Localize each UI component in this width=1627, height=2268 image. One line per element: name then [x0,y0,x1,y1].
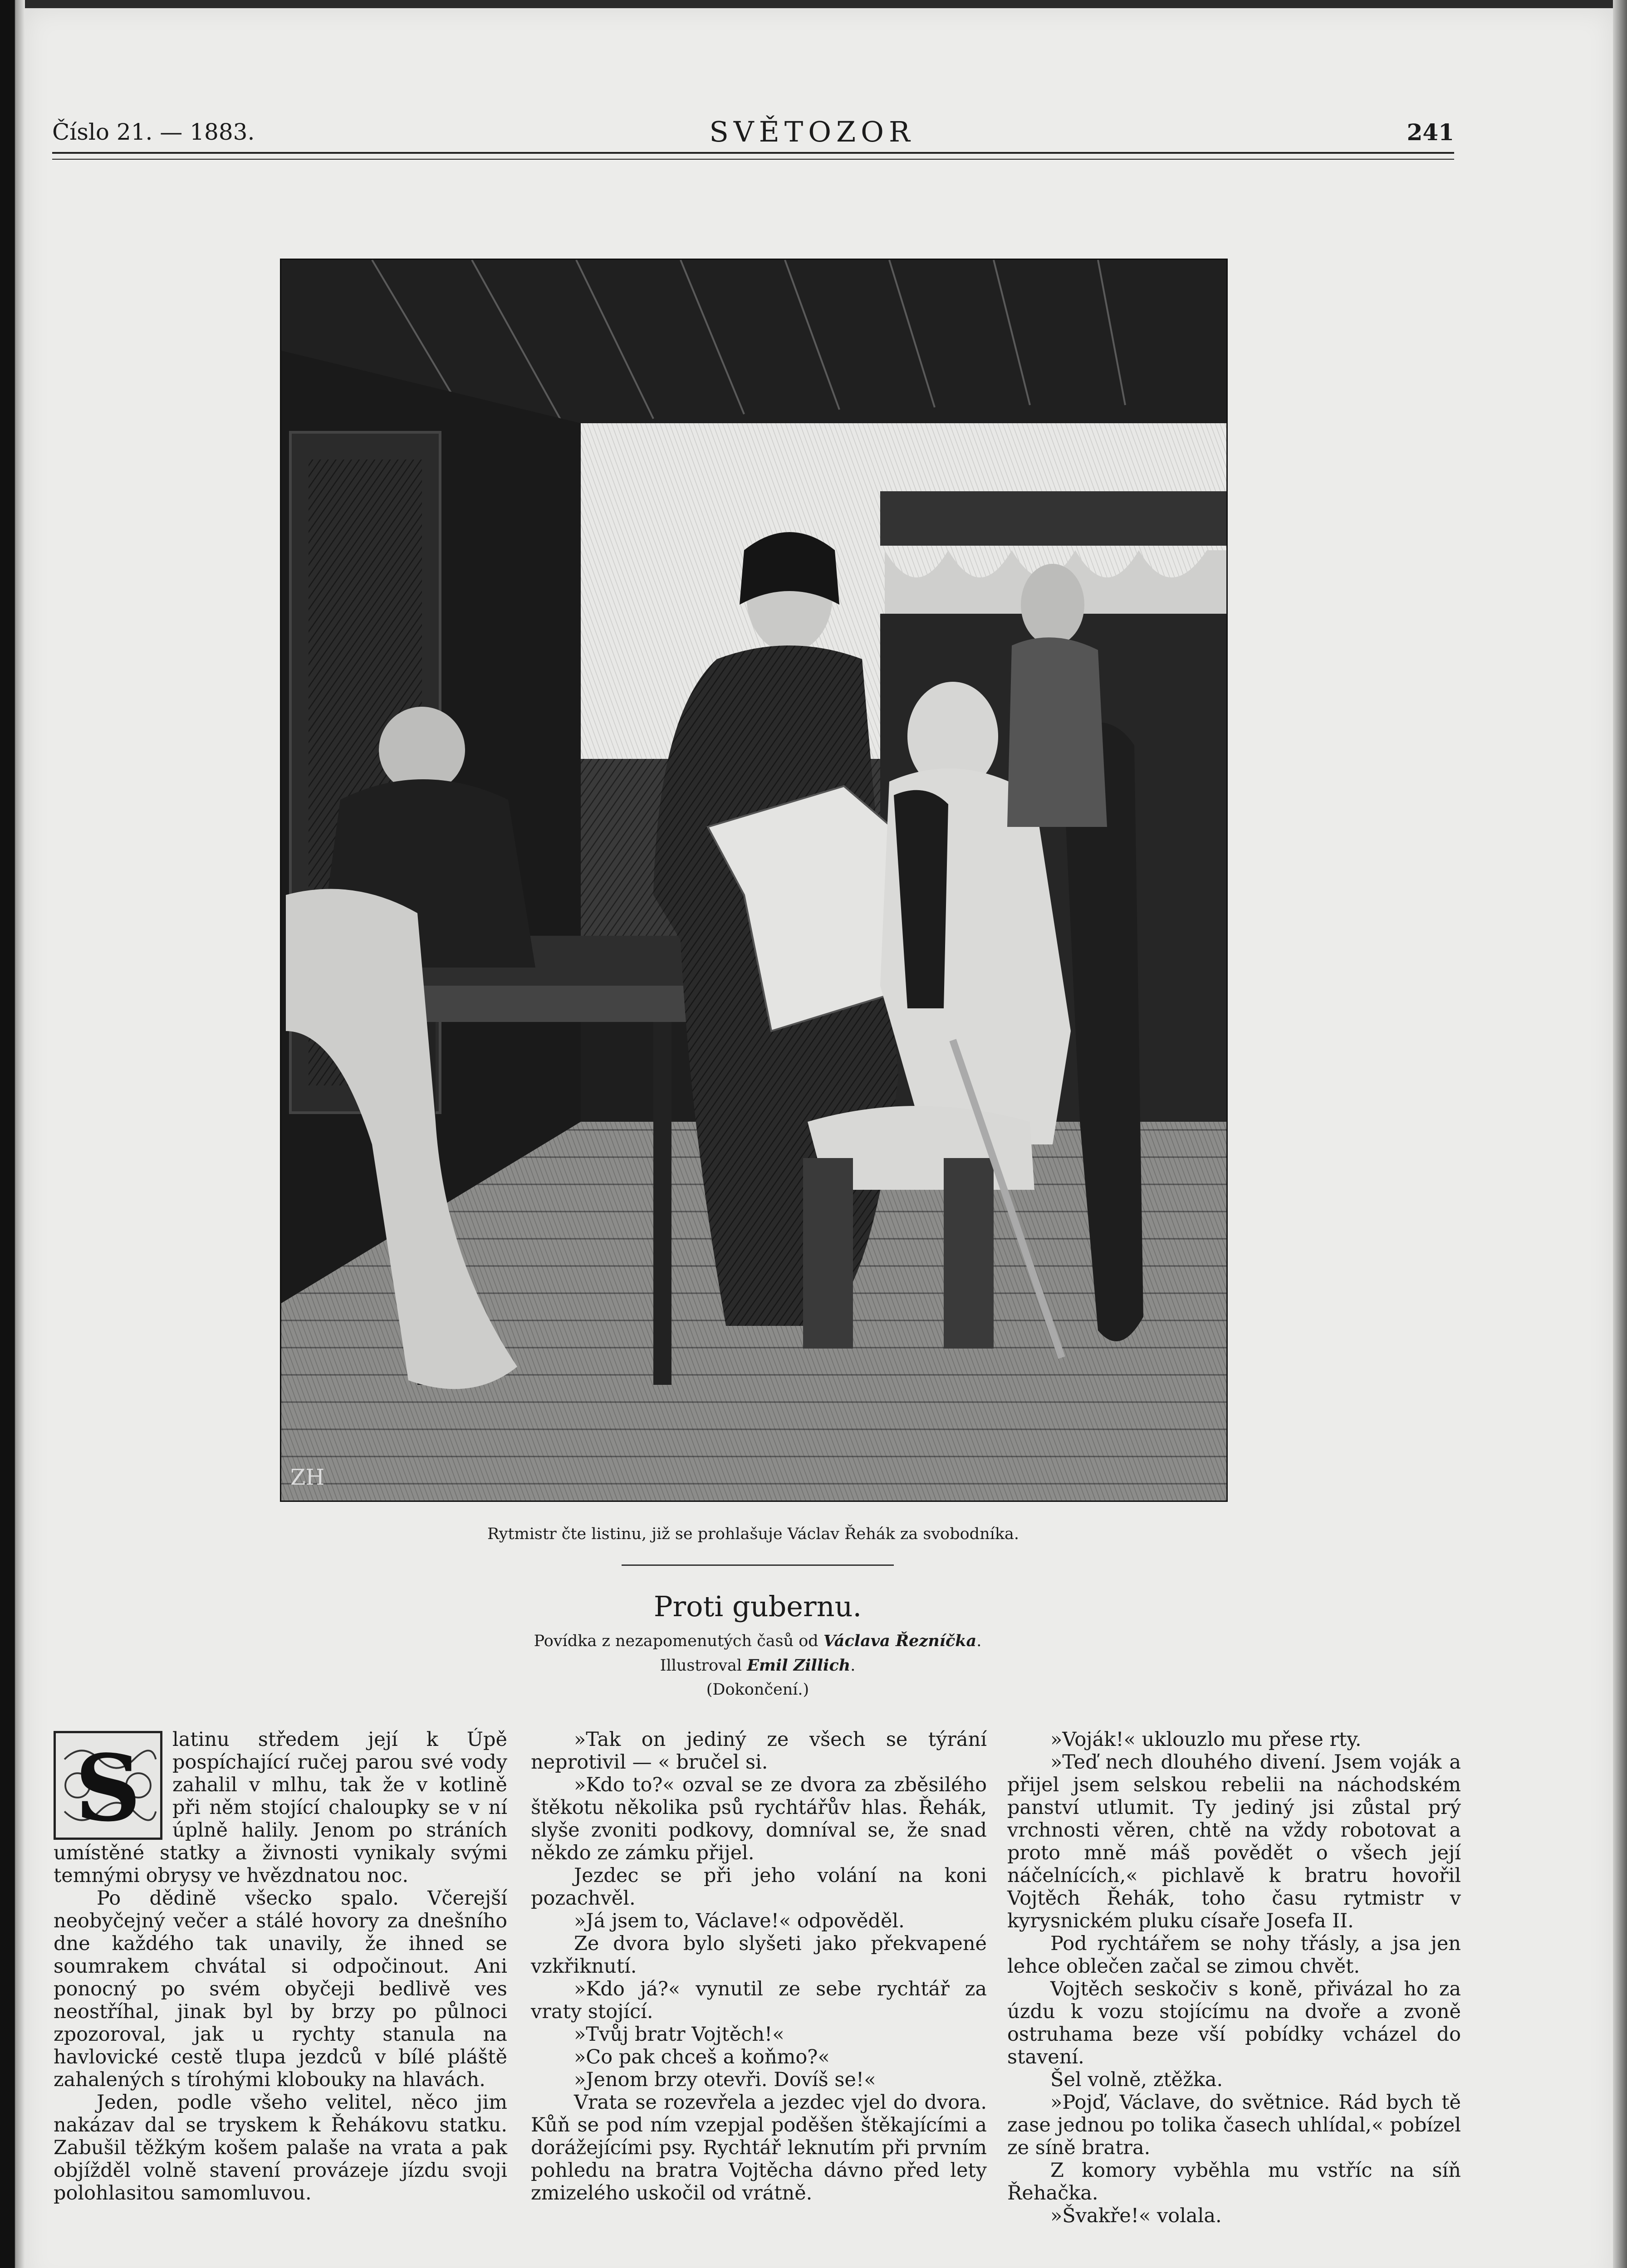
text-column-2 [531,1728,987,2204]
paragraph: »Jenom brzy otevři. Dovíš se!« [574,2068,876,2091]
page-edge-left [0,0,25,2268]
paragraph: »Kdo to?« ozval se ze dvora za zběsilého štěkotu několika psů rychtářův hlas. Řehák, slyše zvoniti podkovy, domníval se, že snad někdo ze zámku přijel. [531,1774,987,1864]
paragraph: Po dědině všecko spalo. Včerejší neobyčejný večer a stálé hovory za dnešního dne každého tak unavily, že ihned se soumrakem chvátal si odpočinout. Ani ponocný po svém obyčeji bedlivě ves neostříhal, jinak byl by brzy po půlnoci zpozoroval, jak u rychty stanula na havlovické cestě tlupa jezdců v bílé pláště zahalených s tírohými klobouky na hlavách. [54,1887,507,2091]
page-number: 241 [1406,119,1454,146]
issue-number: Číslo 21. — 1883. [52,119,255,145]
journal-title: SVĚTOZOR [709,115,915,148]
drop-cap [54,1731,162,1840]
paragraph: Pod rychtářem se nohy třásly, a jsa jen lehce oblečen začal se zimou chvět. [1007,1932,1461,1978]
paragraph: Ze dvora bylo slyšeti jako překvapené vzkřiknutí. [531,1932,987,1978]
text-column-1 [54,1728,507,2204]
paragraph: »Teď nech dlouhého divení. Jsem voják a přijel jsem selskou rebelii na náchodském panství utlumit. Ty jediný jsi zůstal prý vrchnosti věren, chtě na vždy robotovat a proto mně máš povědět o všech její náčelnících,« pichlavě k bratru hovořil Vojtěch Řehák, toho času rytmistr v kyrysnickém pluku císaře Josefa II. [1007,1751,1461,1932]
paragraph: »Voják!« uklouzlo mu přese rty. [1050,1728,1362,1751]
text-column-3 [1007,1728,1461,2227]
paragraph: Jezdec se při jeho volání na koni pozachvěl. [531,1864,987,1910]
engraving-drawing [281,260,1226,1501]
paragraph: »Švakře!« volala. [1050,2204,1222,2227]
story-title: Proti gubernu. [653,1590,862,1623]
engraving-illustration [280,259,1228,1502]
caption-rule [622,1564,894,1566]
engraver-monogram: ZH [290,1465,325,1490]
illustrator-name: Emil Zillich [747,1656,851,1675]
paragraph: »Tvůj bratr Vojtěch!« [574,2023,784,2046]
paragraph: »Co pak chceš a koňmo?« [574,2046,830,2068]
paragraph: »Tak on jediný ze všech se týrání neprotivil — « bručel si. [531,1728,987,1774]
illustrated-by-label: Illustroval [660,1657,742,1675]
continuation-note: (Dokončení.) [706,1681,809,1699]
paragraph: Vrata se rozevřela a jezdec vjel do dvora. Kůň se pod ním vzepjal poděšen štěkajícími a dorážejícími psy. Rychtář leknutím při prvním pohledu na bratra Vojtěcha dávno před lety zmizelého uskočil od vrátně. [531,2091,987,2204]
illustrator-line: Illustroval Emil Zillich. [660,1656,856,1675]
paragraph: Jeden, podle všeho velitel, něco jim nakázav dal se tryskem k Řehákovu statku. Zabušil těžkým košem palaše na vrata a pak objížděl volně stavení provázeje jízdu svoji polohlasitou samomluvou. [54,2091,507,2204]
paragraph: Vojtěch seskočiv s koně, přivázal ho za úzdu k vozu stojícímu na dvoře a zvoně ostruhama beze vší pobídky vcházel do stavení. [1007,1978,1461,2068]
header-rule [52,152,1454,160]
subtitle-suffix: . [976,1632,982,1650]
paragraph: Šel volně, ztěžka. [1050,2068,1223,2091]
paragraph: »Pojď, Václave, do světnice. Rád bych tě zase jednou po tolika časech uhlídal,« pobízel ze síně bratra. [1007,2091,1461,2159]
paragraph: »Kdo já?« vynutil ze sebe rychtář za vraty stojící. [531,1978,987,2023]
story-subtitle [408,1632,1107,1650]
subtitle-prefix: Povídka z nezapomenutých časů od [534,1632,818,1650]
paragraph: latinu středem její k Úpě pospíchající ručej parou své vody zahalil v mlhu, tak že v kotlině při něm stojící chaloupky se v ní úplně halily. Jenom po stráních umístěné statky a živnosti vynikaly svými temnými obrysy ve hvězdnatou noc. [54,1728,507,1887]
page-edge-right [1613,0,1627,2268]
illustration-caption: Rytmistr čte listinu, již se prohlašuje Václav Řehák za svobodníka. [487,1525,1019,1543]
drop-cap-letter: S [75,1735,141,1838]
drop-cap-ornament [56,1733,160,1838]
paragraph: Z komory vyběhla mu vstříc na síň Řehačka. [1007,2159,1461,2204]
author-name: Václava Řezníčka [823,1632,977,1650]
paragraph: »Já jsem to, Václave!« odpověděl. [574,1910,905,1932]
